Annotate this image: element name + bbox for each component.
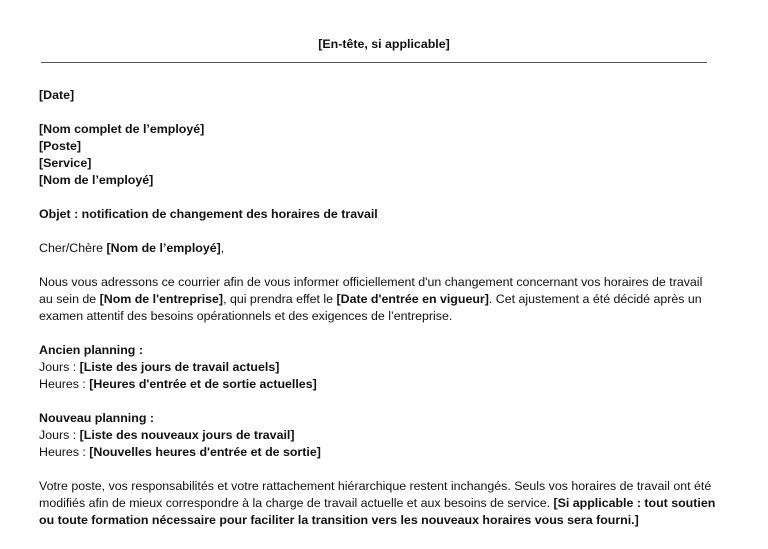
closing-paragraph	[39, 478, 717, 529]
letter-body	[39, 87, 717, 529]
old-hours-label: Heures :	[39, 377, 90, 391]
old-schedule-title: Ancien planning :	[39, 343, 143, 357]
intro-text-2: , qui prendra effet le	[223, 292, 337, 306]
recipient-full-name: [Nom complet de l’employé]	[39, 122, 205, 136]
intro-text-1: Nous vous adressons ce courrier afin de vous informer officiellement d'un changement concernant vos horaires de travail au sein de	[39, 275, 703, 306]
letter-header: [En-tête, si applicable]	[318, 37, 450, 51]
effective-date: [Date d'entrée en vigueur]	[336, 292, 489, 306]
company-name: [Nom de l'entreprise]	[99, 292, 224, 306]
salutation-name: [Nom de l’employé]	[106, 241, 221, 255]
new-schedule-block	[39, 410, 717, 461]
recipient-name: [Nom de l’employé]	[39, 173, 154, 187]
closing-text: Votre poste, vos responsabilités et votre rattachement hiérarchique restent inchangés. Seuls vos horaires de travail ont été modifiés afin de mieux correspondre à la charge de travail actuelle et aux besoins de service.	[39, 479, 712, 510]
salutation	[39, 240, 717, 257]
salutation-prefix: Cher/Chère	[39, 241, 107, 255]
new-days-label: Jours :	[39, 428, 80, 442]
recipient-position: [Poste]	[39, 139, 81, 153]
new-hours-label: Heures :	[39, 445, 90, 459]
letter-subject: Objet : notification de changement des horaires de travail	[39, 207, 378, 221]
new-hours-value: [Nouvelles heures d'entrée et de sortie]	[89, 445, 321, 459]
old-days-label: Jours :	[39, 360, 80, 374]
new-days-value: [Liste des nouveaux jours de travail]	[79, 428, 295, 442]
header-divider	[41, 62, 707, 63]
recipient-block	[39, 121, 717, 189]
support-note: [Si applicable : tout soutien ou toute formation nécessaire pour faciliter la transition vers les nouveaux horaires vous sera fourni.]	[39, 496, 716, 527]
new-schedule-title: Nouveau planning :	[39, 411, 154, 425]
old-days-value: [Liste des jours de travail actuels]	[79, 360, 280, 374]
old-hours-value: [Heures d'entrée et de sortie actuelles]	[89, 377, 317, 391]
intro-text-3: . Cet ajustement a été décidé après un examen attentif des besoins opérationnels et des exigences de l’entreprise.	[39, 292, 702, 323]
old-schedule-block	[39, 342, 717, 393]
salutation-suffix: ,	[220, 241, 225, 255]
intro-paragraph	[39, 274, 717, 325]
letter-date: [Date]	[39, 88, 75, 102]
recipient-department: [Service]	[39, 156, 92, 170]
